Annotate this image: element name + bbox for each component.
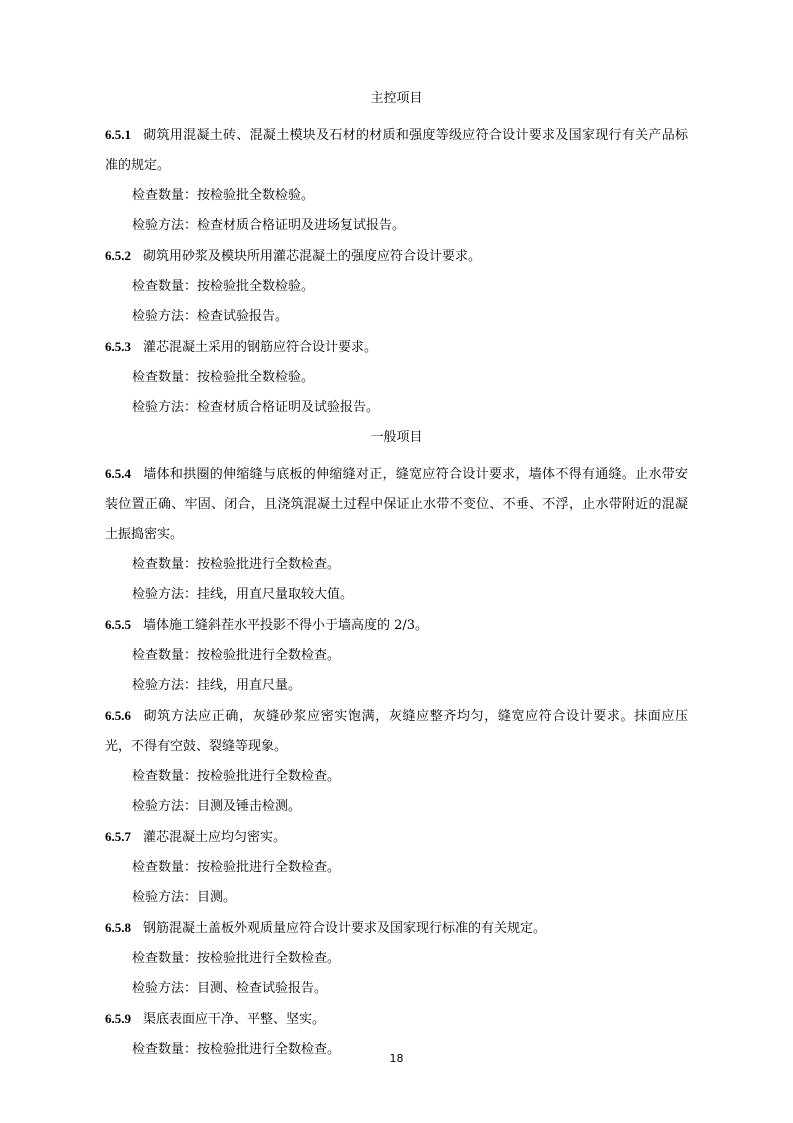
clause-number: 6.5.6 — [105, 708, 131, 723]
section-heading-main-control: 主控项目 — [370, 91, 423, 106]
inspection-method: 检验方法：检查材质合格证明及进场复试报告。 — [132, 218, 406, 233]
inspection-method: 检验方法：检查材质合格证明及试验报告。 — [132, 400, 380, 415]
clause-text: 墙体施工缝斜茬水平投影不得小于墙高度的 2/3。 — [143, 618, 429, 633]
clause-text: 砌筑用混凝土砖、混凝土模块及石材的材质和强度等级应符合设计要求及国家现行有关产品标准的规定。 — [105, 128, 688, 173]
inspection-method: 检验方法：挂线，用直尺量取较大值。 — [132, 587, 354, 602]
clause-6-5-2 — [105, 241, 688, 272]
clause-6-5-9 — [105, 1004, 688, 1035]
clause-number: 6.5.9 — [105, 1011, 131, 1026]
inspection-method: 检验方法：挂线，用直尺量。 — [132, 678, 302, 693]
clause-text: 砌筑方法应正确，灰缝砂浆应密实饱满，灰缝应整齐均匀，缝宽应符合设计要求。抹面应压光，不得有空鼓、裂缝等现象。 — [105, 709, 688, 754]
clause-6-5-5 — [105, 610, 688, 641]
clause-6-5-7 — [105, 822, 688, 853]
clause-number: 6.5.5 — [105, 617, 131, 632]
inspection-method: 检验方法：目测。 — [132, 890, 237, 905]
clause-number: 6.5.3 — [105, 339, 131, 354]
clause-text: 灌芯混凝土采用的钢筋应符合设计要求。 — [143, 340, 378, 355]
inspection-quantity: 检查数量：按检验批进行全数检查。 — [132, 648, 341, 663]
clause-text: 砌筑用砂浆及模块所用灌芯混凝土的强度应符合设计要求。 — [143, 249, 482, 264]
clause-number: 6.5.8 — [105, 920, 131, 935]
clause-6-5-4 — [105, 459, 688, 550]
inspection-quantity: 检查数量：按检验批进行全数检查。 — [132, 860, 341, 875]
clause-number: 6.5.2 — [105, 248, 131, 263]
clause-6-5-1 — [105, 120, 688, 181]
inspection-quantity: 检查数量：按检验批进行全数检查。 — [132, 1042, 341, 1057]
clause-text: 墙体和拱圈的伸缩缝与底板的伸缩缝对正，缝宽应符合设计要求，墙体不得有通缝。止水带安装位置正确、牢固、闭合，且浇筑混凝土过程中保证止水带不变位、不垂、不浮，止水带附近的混凝土振捣密实。 — [105, 467, 688, 542]
inspection-method: 检验方法：目测、检查试验报告。 — [132, 981, 328, 996]
inspection-method: 检验方法：目测及锤击检测。 — [132, 799, 302, 814]
clause-text: 钢筋混凝土盖板外观质量应符合设计要求及国家现行标准的有关规定。 — [143, 921, 547, 936]
clause-6-5-3 — [105, 332, 688, 363]
clause-number: 6.5.4 — [105, 466, 131, 481]
clause-text: 灌芯混凝土应均匀密实。 — [143, 830, 287, 845]
inspection-quantity: 检查数量：按检验批全数检验。 — [132, 279, 315, 294]
section-heading-general: 一般项目 — [370, 430, 423, 445]
clause-number: 6.5.1 — [105, 127, 131, 142]
inspection-quantity: 检查数量：按检验批进行全数检查。 — [132, 557, 341, 572]
inspection-quantity: 检查数量：按检验批全数检验。 — [132, 370, 315, 385]
inspection-quantity: 检查数量：按检验批全数检验。 — [132, 188, 315, 203]
clause-text: 渠底表面应干净、平整、坚实。 — [143, 1012, 326, 1027]
document-body — [105, 90, 688, 1065]
inspection-quantity: 检查数量：按检验批进行全数检查。 — [132, 951, 341, 966]
clause-6-5-6 — [105, 701, 688, 762]
clause-number: 6.5.7 — [105, 829, 131, 844]
inspection-method: 检验方法：检查试验报告。 — [132, 309, 289, 324]
page-number: 18 — [389, 1052, 404, 1065]
inspection-quantity: 检查数量：按检验批进行全数检查。 — [132, 769, 341, 784]
clause-6-5-8 — [105, 913, 688, 944]
